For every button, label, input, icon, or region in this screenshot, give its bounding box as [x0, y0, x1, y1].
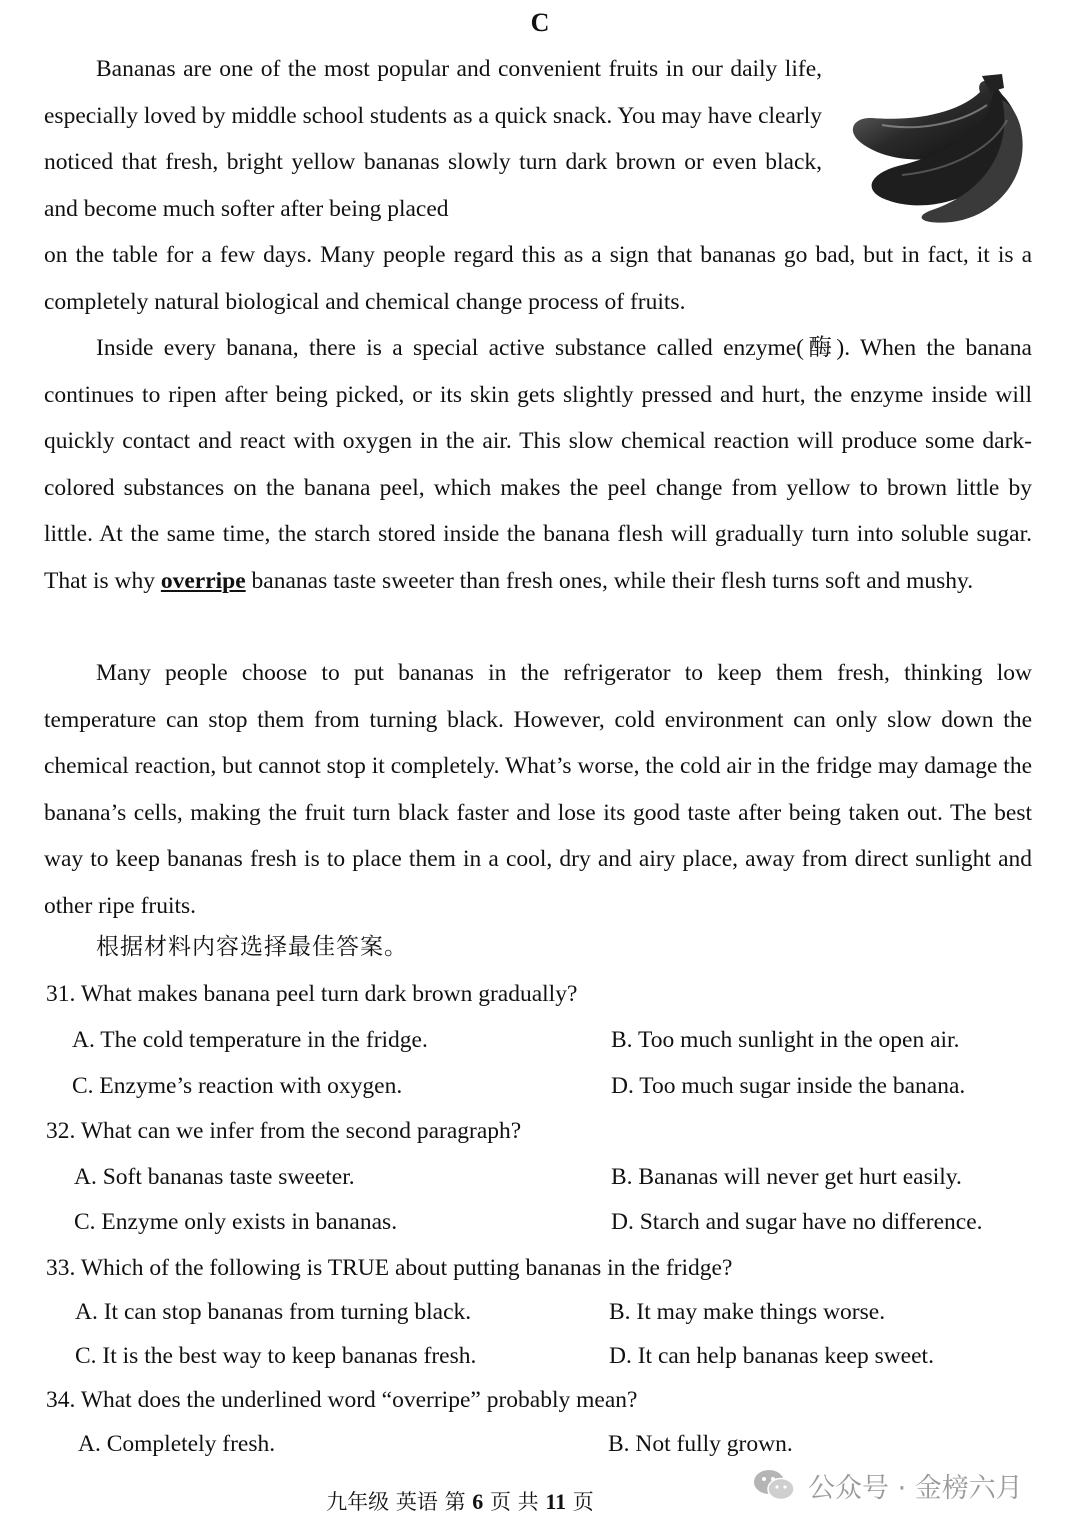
paragraph-1-text: Bananas are one of the most popular and convenient fruits in our daily life, especially loved by middle school students as a quick snack. You may have clearly noticed that fresh, bright yellow bananas slowly turn dark brown or even black, and become much softer after being placed — [44, 56, 822, 222]
footer-grade: 九年级 — [326, 1490, 390, 1514]
watermark — [752, 1460, 1023, 1510]
question-33-option-b: B. It may make things worse. — [609, 1299, 886, 1325]
instruction: 根据材料内容选择最佳答案。 — [96, 934, 408, 960]
footer-subject: 英语 — [395, 1490, 438, 1514]
watermark-text: 公众号 · 金榜六月 — [808, 1472, 1023, 1504]
paragraph-2-text-after: bananas taste sweeter than fresh ones, while their flesh turns soft and mushy. — [251, 567, 974, 594]
question-32-stem: 32. What can we infer from the second paragraph? — [46, 1118, 522, 1144]
question-32-option-d: D. Starch and sugar have no difference. — [611, 1209, 983, 1235]
footer-page-mid: 页 共 — [489, 1490, 539, 1514]
question-31-option-b: B. Too much sunlight in the open air. — [611, 1027, 960, 1053]
question-31-option-c: C. Enzyme’s reaction with oxygen. — [72, 1073, 403, 1099]
footer-page-pre: 第 — [444, 1490, 466, 1514]
question-34-option-a: A. Completely fresh. — [78, 1431, 276, 1457]
underlined-word: overripe — [160, 567, 246, 594]
question-31-option-d: D. Too much sugar inside the banana. — [611, 1073, 966, 1099]
section-letter: C — [530, 8, 550, 37]
footer-page-post: 页 — [572, 1490, 594, 1514]
footer-total-pages: 11 — [545, 1489, 567, 1514]
paragraph-2-text-before: Inside every banana, there is a special active substance called enzyme(酶). When the banana continues to ripen after being picked, or its skin gets slightly pressed and hurt, the enzyme inside will quickly contact and react with oxygen in the air. This slow chemical reaction will produce some dark-colored substances on the banana peel, which makes the peel change from yellow to brown little by little. At the same time, the starch stored inside the banana flesh will gradually turn into soluble sugar. That is why — [44, 335, 1032, 594]
question-33-option-c: C. It is the best way to keep bananas fresh. — [75, 1343, 477, 1369]
paragraph-3 — [44, 650, 1032, 929]
question-33-option-a: A. It can stop bananas from turning black. — [75, 1299, 472, 1325]
question-31-stem: 31. What makes banana peel turn dark brown gradually? — [46, 981, 578, 1007]
question-32-option-a: A. Soft bananas taste sweeter. — [74, 1164, 355, 1190]
paragraph-1-bottom: on the table for a few days. Many people regard this as a sign that bananas go bad, but in fact, it is a completely natural biological and chemical change process of fruits. — [44, 242, 1032, 315]
question-34-stem: 34. What does the underlined word “overripe” probably mean? — [46, 1387, 638, 1413]
paragraph-2 — [44, 325, 1032, 604]
wechat-icon — [752, 1467, 796, 1503]
footer-page-number: 6 — [472, 1489, 484, 1514]
question-33-option-d: D. It can help bananas keep sweet. — [609, 1343, 934, 1369]
question-32-option-b: B. Bananas will never get hurt easily. — [611, 1164, 962, 1190]
question-31-option-a: A. The cold temperature in the fridge. — [72, 1027, 428, 1053]
question-34-option-b: B. Not fully grown. — [608, 1431, 793, 1457]
paragraph-3-text: Many people choose to put bananas in the refrigerator to keep them fresh, thinking low temperature can stop them from turning black. However, cold environment can only slow down the chemical reaction, but cannot stop it completely. What’s worse, the cold air in the fridge may damage the banana’s cells, making the fruit turn black faster and lose its good taste after being taken out. The best way to keep bananas fresh is to place them in a cool, dry and airy place, away from direct sunlight and other ripe fruits. — [44, 660, 1032, 919]
question-33-stem: 33. Which of the following is TRUE about putting bananas in the fridge? — [46, 1255, 733, 1281]
banana-illustration — [842, 70, 1032, 225]
question-32-option-c: C. Enzyme only exists in bananas. — [74, 1209, 398, 1235]
paragraph-1-top — [44, 46, 822, 232]
